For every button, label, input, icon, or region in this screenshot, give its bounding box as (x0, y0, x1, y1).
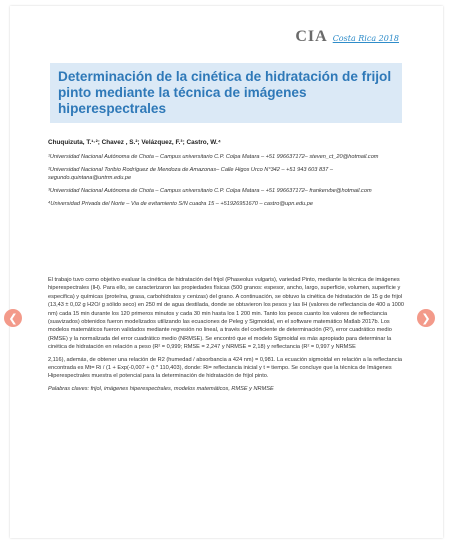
previous-page-button[interactable] (4, 309, 22, 327)
paper-title: Determinación de la cinética de hidratación de frijol pinto mediante la técnica de imágenes hiperespectrales (58, 69, 392, 116)
arrow-right-icon: ❯ (421, 311, 431, 325)
title-box (50, 63, 402, 123)
authors: Chuquizuta, T.¹·²; Chavez , S.²; Velázquez, F.³; Castro, W.⁴ (48, 139, 221, 146)
affiliation-4: ⁴Universidad Privada del Norte – Via de evitamiento S/N cuadra 15 – +51926951670 – castro@upn.edu.pe (48, 201, 314, 207)
affiliations (48, 153, 410, 213)
abstract-paragraph-1: El trabajo tuvo como objetivo evaluar la cinética de hidratación del frijol (Phaseolus vulgaris), variedad Pinto, mediante la técnica de imágenes hiperespectrales (IH). Para ello, se caracterizaron las propiedades físicas (500 granos: espesor, ancho, largo, superficie, volumen, superficie y especifica) y químicas (proteína, grasa, carbohidratos y cenizas) del grano. A continuación, se obtuvo la cinética de hidratación de 15 g de frijol (13,43 ± 0,02 g H2O/ g sólido seco) en 250 ml de agua destilada, donde se obtuvieron los pesos y las IH (valores de reflectancia de 400 a 1000 nm) cada 15 min durante los 120 primeros minutos y cada 30 min hasta los 1 200 min. Tanto los pesos cuanto los valores de reflectancia (suavizados) obtenidos fueron modelizados utilizando las ecuaciones de Peleg y Sigmoidal, en el software matemático Matlab 2017b. Los modelos matemáticos fueron validados mediante regresión no lineal, a través del coeficiente de determinación (R²), error cuadrático medio (RMSE) y la normalizada del error cuadrático medio (NRMSE). Se encontró que el modelo Sigmoidal es más apropiado para determinar la cinética de hidratación en relación a peso (R² = 0,999; RMSE = 2,247 y NRMSE = 2,18) y reflectancia (R² = 0,997 y NRMSE (48, 277, 405, 351)
arrow-left-icon: ❮ (8, 311, 18, 325)
keywords: Palabras claves: frijol, imágenes hiperespectrales, modelos matemáticos, RMSE y NRMSE (48, 385, 274, 392)
document-page (10, 6, 443, 538)
cia-logo (295, 28, 399, 46)
affiliation-2: ²Universidad Nacional Toribio Rodríguez de Mendoza de Amazonas– Calle Higos Urco N°342 – +51 943 603 837 – segundo.quintana@untrm.edu.pe (48, 167, 333, 181)
affiliation-3: ³Universidad Nacional Autónoma de Chota – Campus universitario C.P. Colpa Matara – +51 996637172– frankervbe@hotmail.com (48, 188, 372, 194)
logo-mark: CIA (295, 28, 328, 45)
next-page-button[interactable] (417, 309, 435, 327)
abstract-paragraph-2: 2,116), además, de obtener una relación de R2 (humedad / absorbancia a 424 nm) = 0,981. La ecuación sigmoidal en relación a la reflectancia encontrada es Mt= Ri / (1 + Exp(-0,007 + (t * 110,403), donde: Ri= reflectancia inicial y t = tiempo. Se concluye que la técnica de Imágenes Hiperespectrales muestra el potencial para la determinación de hidratación de frijol pinto. (48, 356, 402, 380)
affiliation-1: ¹Universidad Nacional Autónoma de Chota – Campus universitario C.P. Colpa Matara – +51 996637172– steven_ct_20@hotmail.com (48, 154, 379, 160)
logo-subtitle: Costa Rica 2018 (332, 34, 399, 43)
abstract (48, 276, 410, 399)
